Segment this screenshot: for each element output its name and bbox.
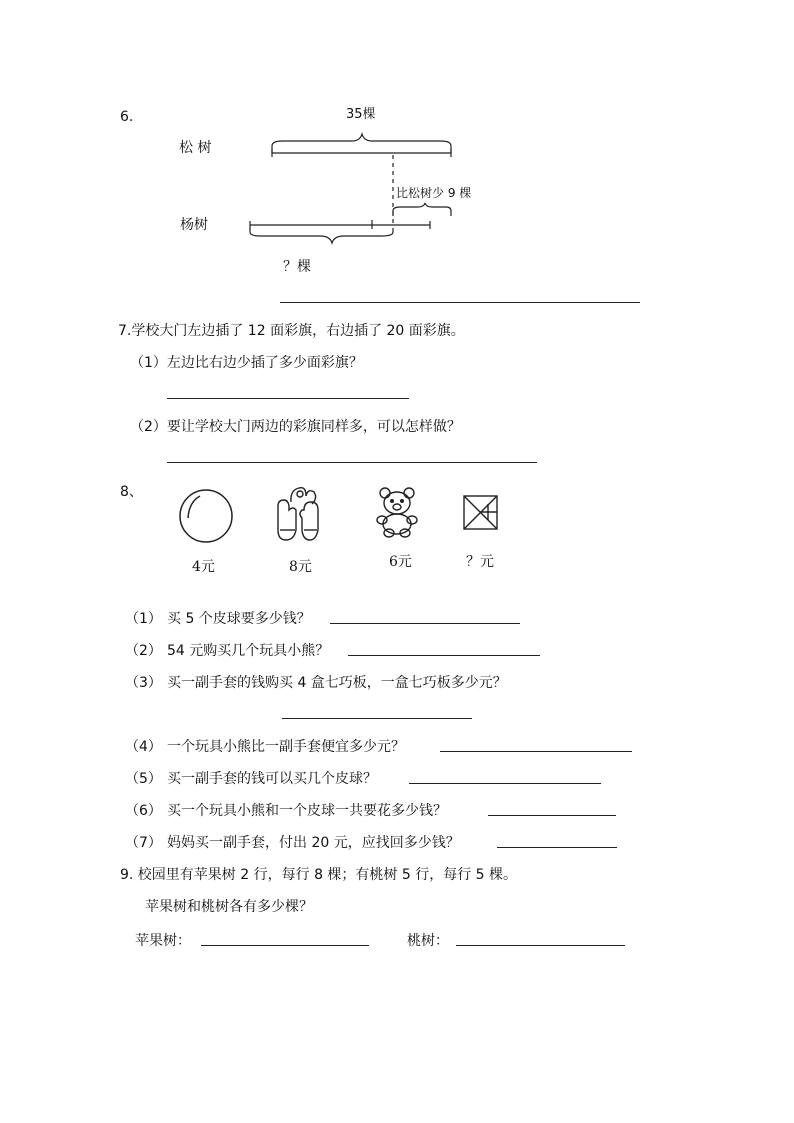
q8-5-answer-line[interactable] xyxy=(409,783,601,784)
q8-5-text: 买一副手套的钱可以买几个皮球？ xyxy=(167,771,377,787)
bear-price: 6元 xyxy=(389,554,412,570)
q7-prompt: 7.学校大门左边插了 12 面彩旗，右边插了 20 面彩旗。 xyxy=(118,323,465,339)
q7-sub1-answer-line[interactable] xyxy=(167,398,409,399)
q6-poplar-label: 杨树 xyxy=(180,217,208,233)
q7-sub2: （2）要让学校大门两边的彩旗同样多，可以怎样做？ xyxy=(130,419,461,435)
q8-6-text: 买一个玩具小熊和一个皮球一共要花多少钱？ xyxy=(167,803,447,819)
q8-1-answer-line[interactable] xyxy=(330,623,520,624)
q8-3-text: 买一副手套的钱购买 4 盒七巧板，一盒七巧板多少元？ xyxy=(167,675,507,691)
q8-number: 8、 xyxy=(120,484,143,500)
q8-2-answer-line[interactable] xyxy=(348,655,540,656)
q6-total-brace xyxy=(272,134,451,153)
q8-7-num: （7） xyxy=(125,835,162,851)
q8-1-num: （1） xyxy=(125,611,162,627)
q8-7-text: 妈妈买一副手套，付出 20 元，应找回多少钱？ xyxy=(167,835,460,851)
q6-unknown-label: ？棵 xyxy=(283,259,311,275)
q8-4-answer-line[interactable] xyxy=(440,751,632,752)
tangram-price: ？元 xyxy=(466,554,494,570)
q8-4-text: 一个玩具小熊比一副手套便宜多少元？ xyxy=(167,739,405,755)
q6-answer-line[interactable] xyxy=(280,302,640,303)
q6-difference-label: 比松树少 9 棵 xyxy=(396,186,472,200)
q9-prompt: 9. 校园里有苹果树 2 行，每行 8 棵；有桃树 5 行，每行 5 棵。 xyxy=(120,867,518,883)
gloves-price: 8元 xyxy=(289,559,312,575)
q8-3-answer-line[interactable] xyxy=(282,718,472,719)
q6-total-label: 35棵 xyxy=(346,107,376,122)
q8-6-answer-line[interactable] xyxy=(488,815,616,816)
q6-line-diagram xyxy=(0,0,794,320)
q6-unknown-brace xyxy=(250,228,393,243)
q9-question: 苹果树和桃树各有多少棵？ xyxy=(145,899,313,915)
q6-pine-label: 松 树 xyxy=(179,140,212,156)
q6-number: 6. xyxy=(120,109,134,125)
q6-difference-brace xyxy=(393,203,451,216)
q9-apple-label: 苹果树： xyxy=(135,933,191,949)
q7-sub1: （1）左边比右边少插了多少面彩旗？ xyxy=(130,355,363,371)
q8-6-num: （6） xyxy=(125,803,162,819)
q8-2-num: （2） xyxy=(125,643,162,659)
q8-5-num: （5） xyxy=(125,771,162,787)
q8-2-text: 54 元购买几个玩具小熊？ xyxy=(167,643,330,659)
q9-peach-label: 桃树： xyxy=(407,933,449,949)
q8-7-answer-line[interactable] xyxy=(497,847,617,848)
q7-sub2-answer-line[interactable] xyxy=(167,462,537,463)
q9-apple-answer-line[interactable] xyxy=(201,945,369,946)
q8-3-num: （3） xyxy=(125,675,162,691)
q8-4-num: （4） xyxy=(125,739,162,755)
q9-peach-answer-line[interactable] xyxy=(456,945,625,946)
ball-price: 4元 xyxy=(192,559,215,575)
q8-1-text: 买 5 个皮球要多少钱？ xyxy=(167,611,311,627)
